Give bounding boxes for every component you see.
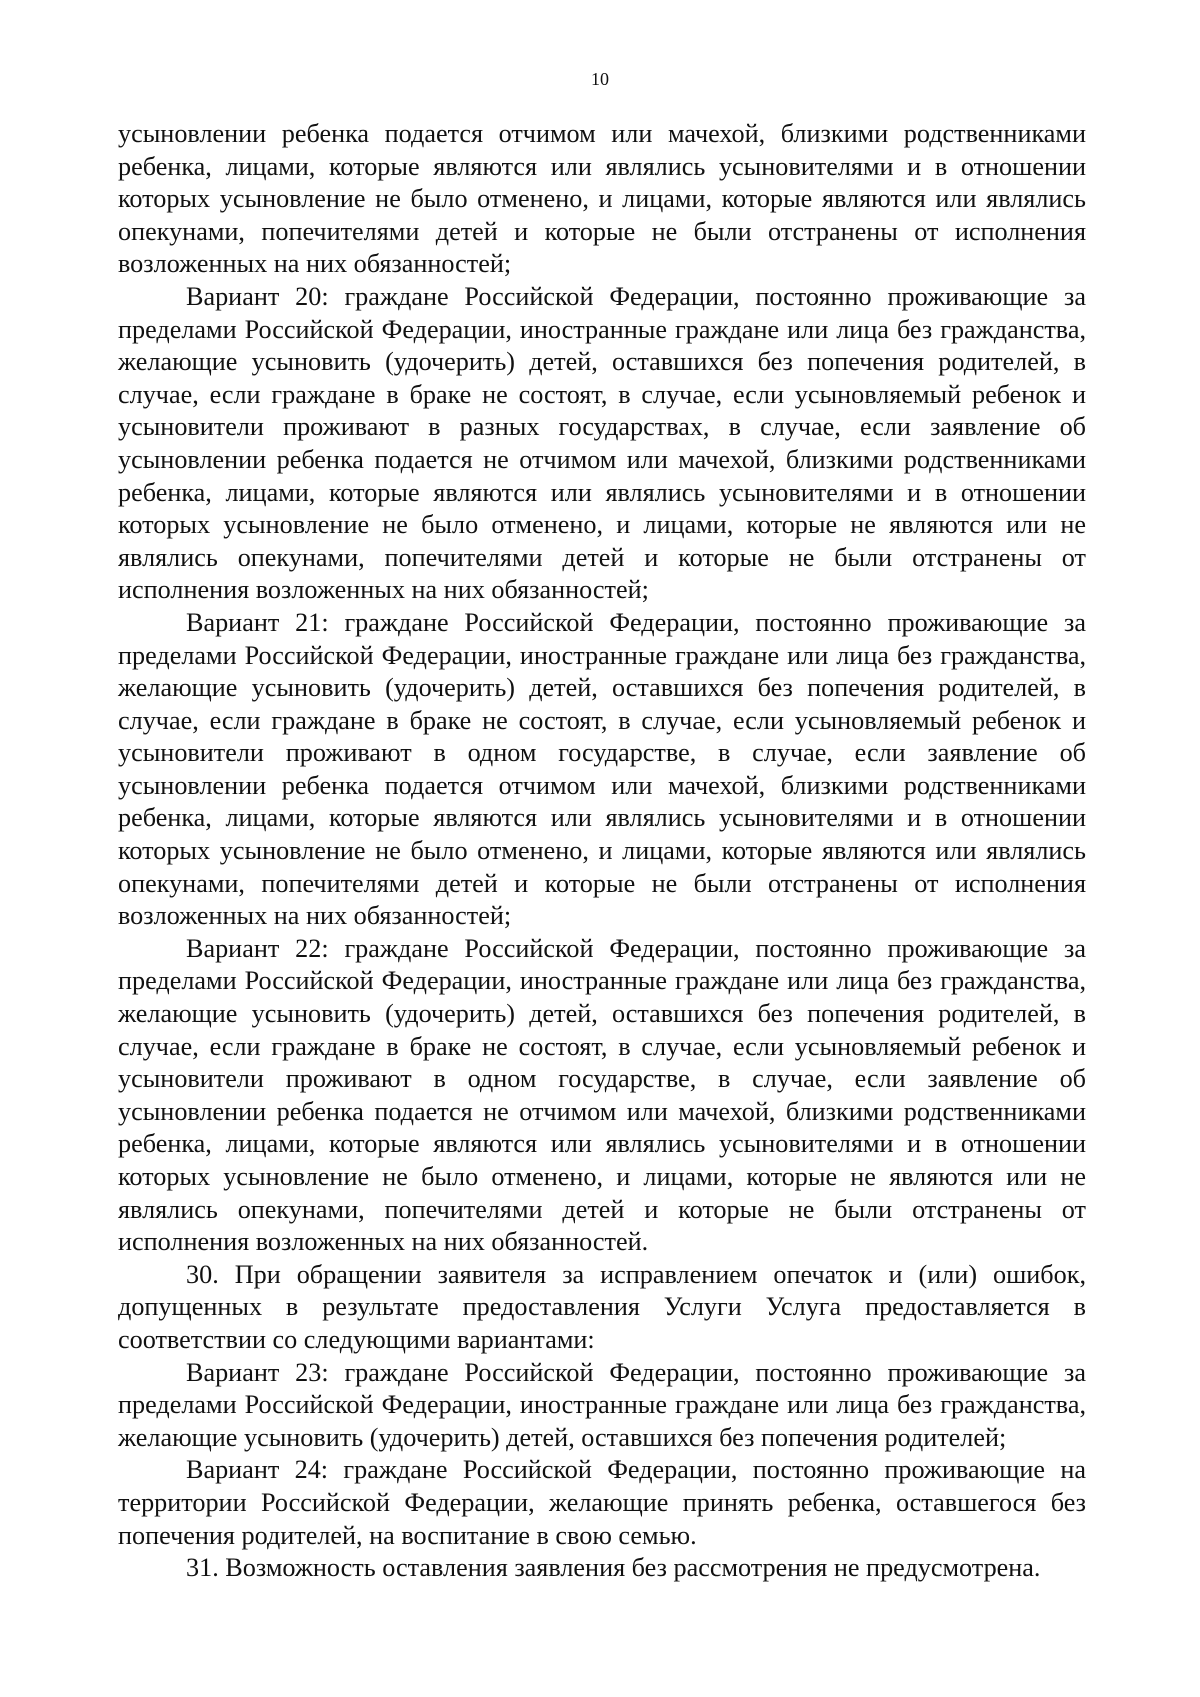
page-number: 10 [591,69,609,89]
paragraph-variant-24: Вариант 24: граждане Российской Федерации, постоянно проживающие на территории Российской Федерации, желающие принять ребенка, оставшегося без попечения родителей, на воспитание в свою семью. [118,1455,1086,1550]
paragraph-item-31: 31. Возможность оставления заявления без рассмотрения не предусмотрена. [186,1553,1041,1583]
paragraph-item-30: 30. При обращении заявителя за исправлением опечаток и (или) ошибок, допущенных в результате предоставления Услуги Услуга предоставляется в соответствии со следующими вариантами: [118,1259,1086,1354]
paragraph-variant-22: Вариант 22: граждане Российской Федерации, постоянно проживающие за пределами Российской Федерации, иностранные граждане или лица без гражданства, желающие усыновить (удочерить) детей, оставшихся без попечения родителей, в случае, если граждане в браке не состоят, в случае, если усыновляемый ребенок и усыновители проживают в одном государстве, в случае, если заявление об усыновлении ребенка подается не отчимом или мачехой, близкими родственниками ребенка, лицами, которые являются или являлись усыновителями и в отношении которых усыновление не было отменено, и лицами, которые не являются или не являлись опекунами, попечителями детей и которые не были отстранены от исполнения возложенных на них обязанностей. [118,933,1086,1257]
document-body [118,118,1086,1585]
paragraph-variant-21: Вариант 21: граждане Российской Федерации, постоянно проживающие за пределами Российской Федерации, иностранные граждане или лица без гражданства, желающие усыновить (удочерить) детей, оставшихся без попечения родителей, в случае, если граждане в браке не состоят, в случае, если усыновляемый ребенок и усыновители проживают в одном государстве, в случае, если заявление об усыновлении ребенка подается отчимом или мачехой, близкими родственниками ребенка, лицами, которые являются или являлись усыновителями и в отношении которых усыновление не было отменено, и лицами, которые являются или являлись опекунами, попечителями детей и которые не были отстранены от исполнения возложенных на них обязанностей; [118,607,1086,931]
paragraph-variant-20: Вариант 20: граждане Российской Федерации, постоянно проживающие за пределами Российской Федерации, иностранные граждане или лица без гражданства, желающие усыновить (удочерить) детей, оставшихся без попечения родителей, в случае, если граждане в браке не состоят, в случае, если усыновляемый ребенок и усыновители проживают в разных государствах, в случае, если заявление об усыновлении ребенка подается не отчимом или мачехой, близкими родственниками ребенка, лицами, которые являются или являлись усыновителями и в отношении которых усыновление не было отменено, и лицами, которые не являются или не являлись опекунами, попечителями детей и которые не были отстранены от исполнения возложенных на них обязанностей; [118,281,1086,605]
paragraph-variant-23: Вариант 23: граждане Российской Федерации, постоянно проживающие за пределами Российской Федерации, иностранные граждане или лица без гражданства, желающие усыновить (удочерить) детей, оставшихся без попечения родителей; [118,1357,1086,1452]
paragraph-continuation: усыновлении ребенка подается отчимом или мачехой, близкими родственниками ребенка, лицами, которые являются или являлись усыновителями и в отношении которых усыновление не было отменено, и лицами, которые являются или являлись опекунами, попечителями детей и которые не были отстранены от исполнения возложенных на них обязанностей; [118,119,1086,279]
